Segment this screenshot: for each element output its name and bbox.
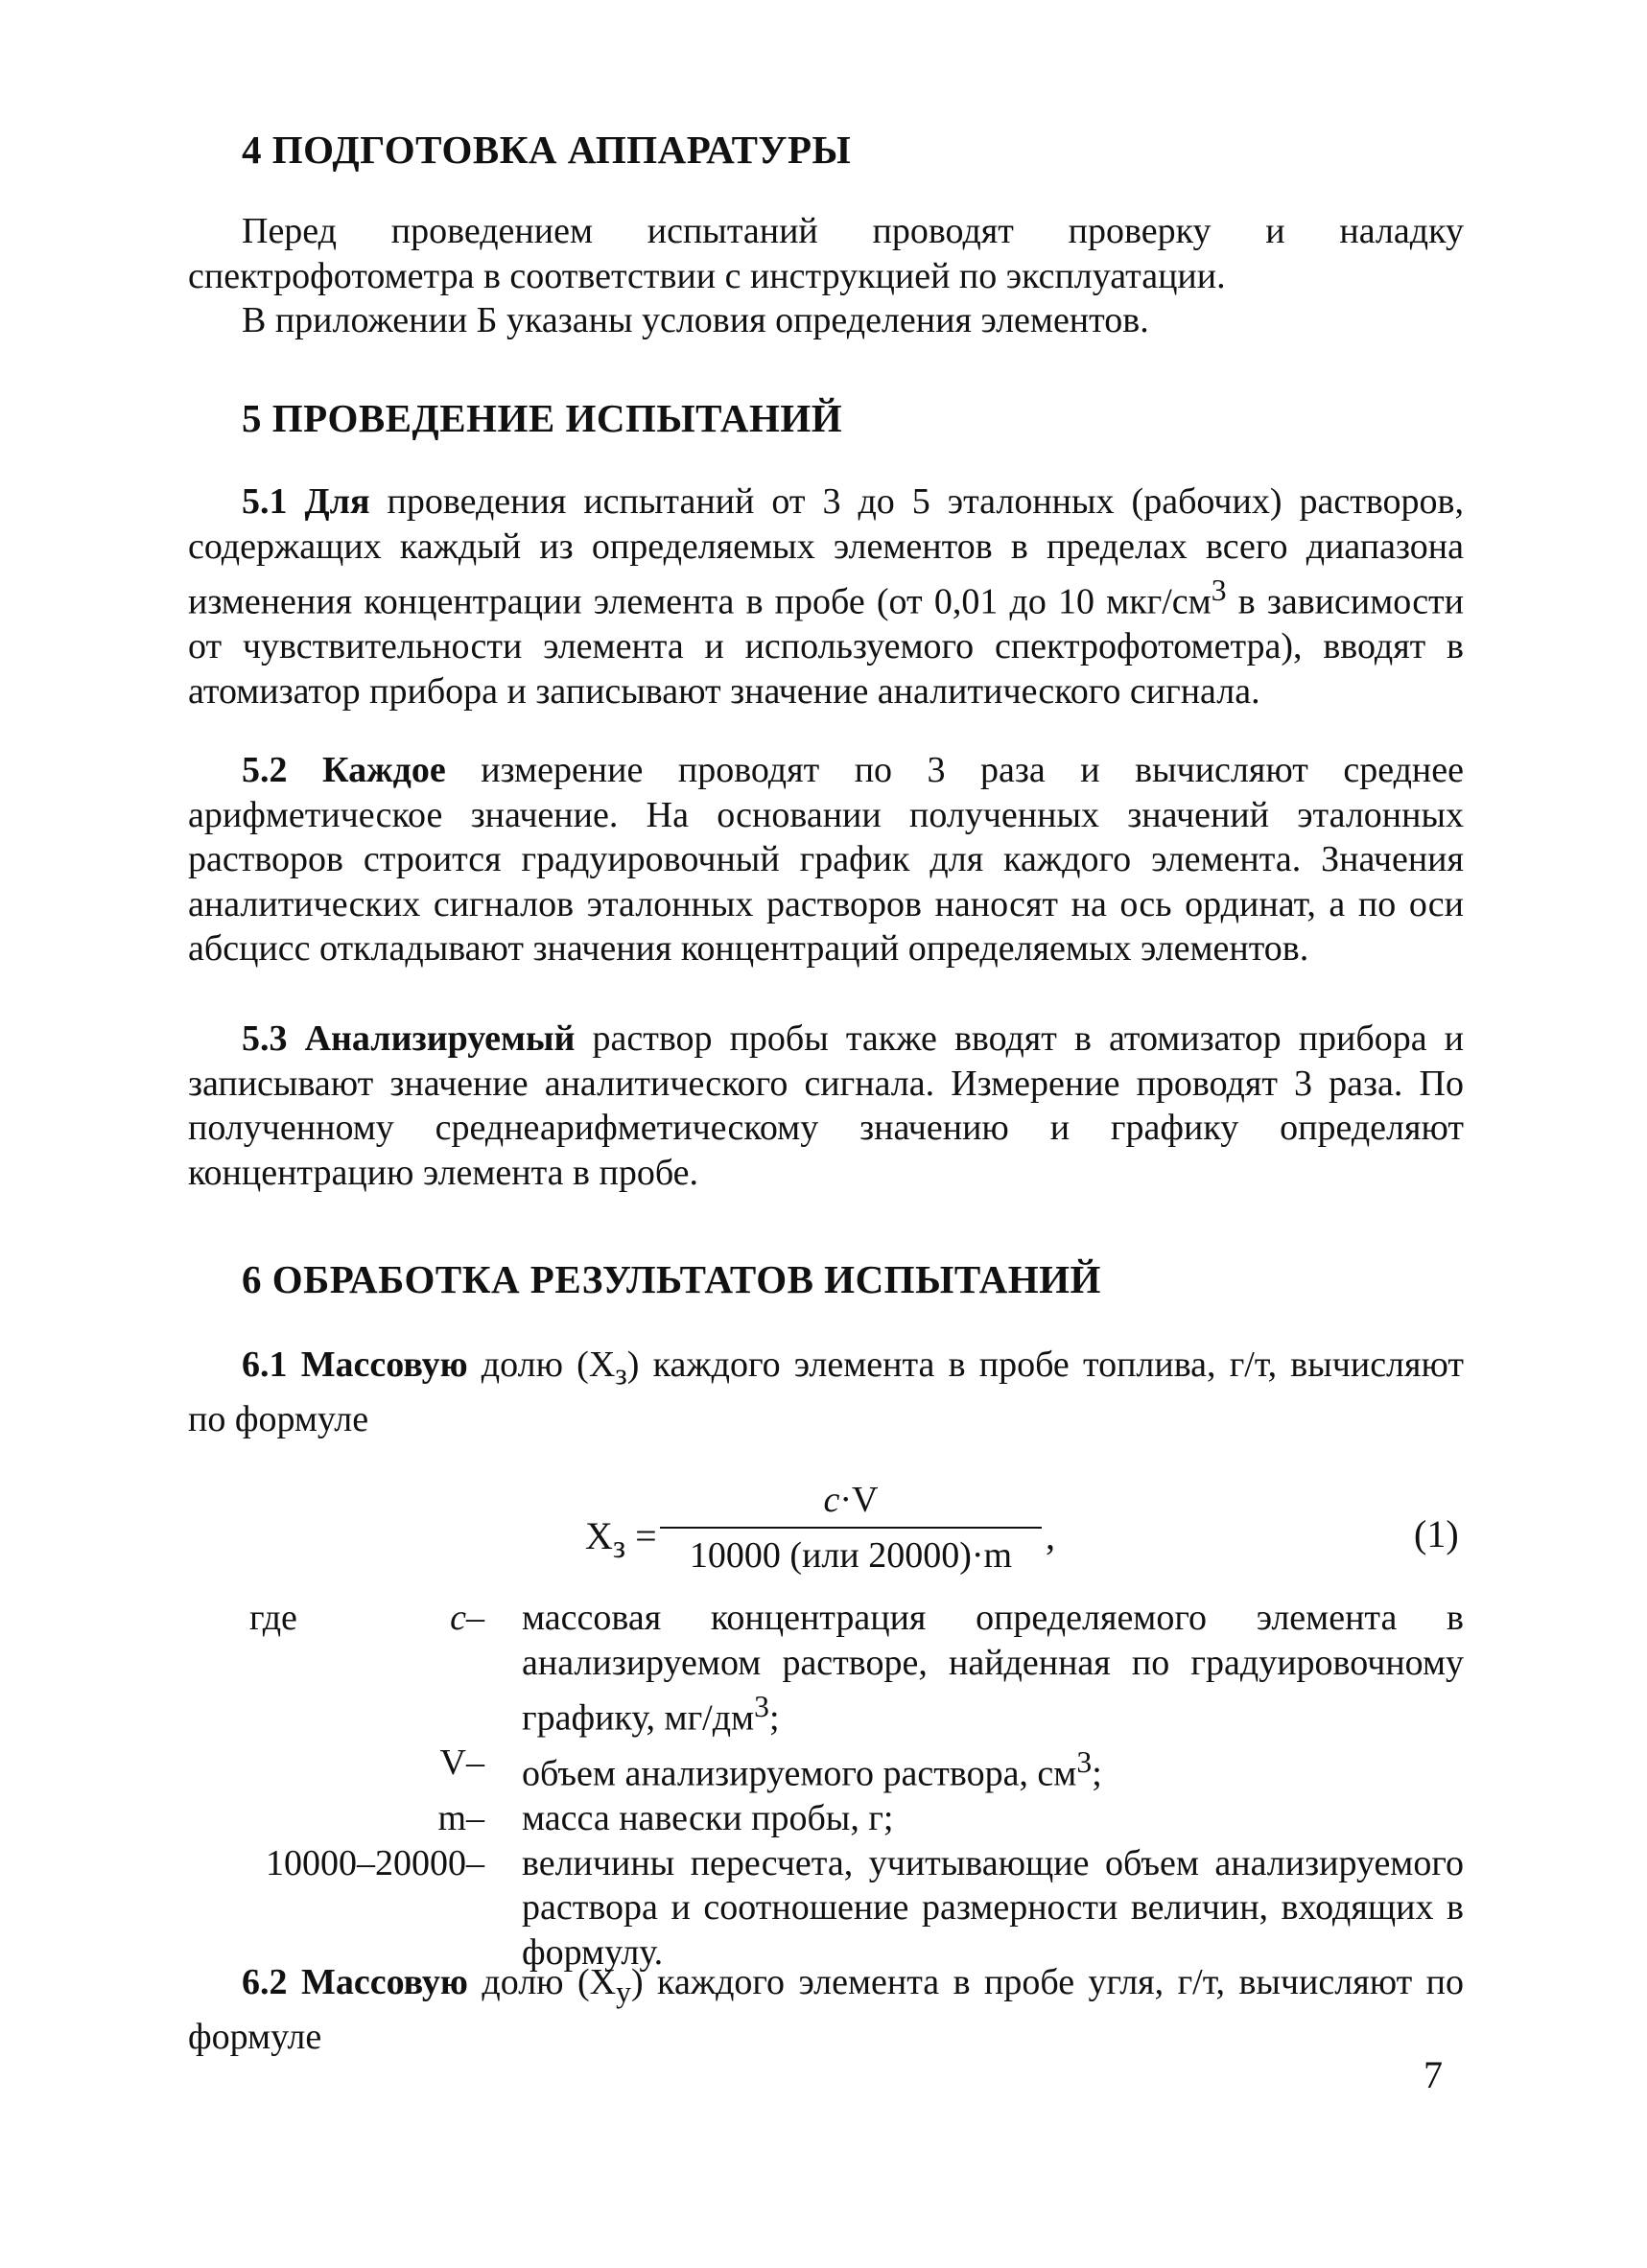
- page-number: 7: [1423, 2053, 1443, 2096]
- definition-dash: –: [466, 1842, 484, 1883]
- definition-c-end: ;: [768, 1697, 780, 1739]
- clause-5-1-superscript: 3: [1211, 573, 1227, 607]
- clause-5-2: [188, 748, 1464, 971]
- definition-factor: [0, 1841, 1647, 1976]
- clause-5-2-text: измерение проводят по 3 раза и вычисляют среднее арифметическое значение. На основании полученных значений эталонных растворов строится градуировочный график для каждого элемента. Значения аналитических сигналов эталонных растворов наносят на ось ординат, а по оси абсцисс откладывают значения концентраций определяемых элементов.: [188, 750, 1465, 969]
- clause-6-2-tail: ) каждого элемента в пробе угля, г/т, вычисляют по формуле: [188, 1962, 1464, 2058]
- formula-1: [0, 1477, 1647, 1582]
- definition-v-text: объем анализируемого раствора, см: [522, 1753, 1077, 1794]
- definition-c: [0, 1596, 1647, 1741]
- definition-factor-text: величины пересчета, учитывающие объем анализируемого раствора и соотношение размерности величин, входящих в формулу.: [522, 1842, 1464, 1973]
- clause-6-2-text: долю (X: [467, 1962, 617, 2002]
- section-4-paragraph-2: [188, 298, 1464, 343]
- clause-5-3: [188, 1017, 1464, 1195]
- formula-lhs-var: X: [585, 1514, 613, 1557]
- section-4-paragraph-1-text: Перед проведением испытаний проводят проверку и наладку спектрофотометра в соответствии с инструкцией по эксплуатации.: [188, 211, 1464, 296]
- formula-numerator-c: c: [823, 1480, 840, 1520]
- clause-6-2: [188, 1960, 1464, 2060]
- clause-6-1-text: долю (X: [467, 1344, 616, 1385]
- formula-lhs: [585, 1513, 657, 1566]
- definition-text: [466, 1741, 1464, 1796]
- clause-5-3-number: 5.3: [242, 1018, 288, 1059]
- formula-numerator: [660, 1477, 1042, 1523]
- definition-m-symbol: m: [437, 1798, 466, 1839]
- clause-5-1-tail: в зависимости от чувствительности элемента и используемого спектрофотометра), вводят в атомизатор прибора и записывают значение аналитического сигнала.: [188, 581, 1465, 712]
- clause-6-2-subscript: у: [616, 1975, 631, 2009]
- section-4-paragraph-1: [188, 209, 1464, 298]
- definition-v-superscript: 3: [1076, 1745, 1093, 1780]
- formula-denominator: 10000 (или 20000)·m: [689, 1535, 1013, 1576]
- formula-equals: =: [635, 1514, 657, 1557]
- clause-6-1-subscript: з: [615, 1357, 627, 1391]
- definition-m: [0, 1796, 1647, 1841]
- definition-factor-symbol: 10000–20000: [266, 1842, 466, 1883]
- clause-5-3-text: раствор пробы также вводят в атомизатор прибора и записывают значение аналитического сигнала. Измерение проводят 3 раза. По полученному среднеарифметическому значению и графику определяют концентрацию элемента в пробе.: [188, 1018, 1464, 1193]
- definition-dash: –: [466, 1798, 484, 1839]
- definition-v-symbol: V: [439, 1742, 466, 1784]
- clause-5-1-text: проведения испытаний от 3 до 5 эталонных (рабочих) растворов, содержащих каждый из определяемых элементов в пределах всего диапазона изменения концентрации элемента в пробе (от 0,01 до 10 мкг/см: [188, 481, 1464, 622]
- definition-c-symbol: c: [450, 1598, 466, 1638]
- definition-v-end: ;: [1092, 1753, 1102, 1794]
- section-6-heading: 6 ОБРАБОТКА РЕЗУЛЬТАТОВ ИСПЫТАНИЙ: [242, 1257, 1101, 1301]
- clause-6-2-number: 6.2: [242, 1962, 288, 2002]
- clause-6-1-tail: ) каждого элемента в пробе топлива, г/т, вычисляют по формуле: [188, 1344, 1464, 1440]
- definition-c-superscript: 3: [754, 1690, 769, 1723]
- formula-numerator-rest: ·V: [839, 1480, 879, 1520]
- formula-definitions: [0, 1596, 1647, 1975]
- section-4-heading: 4 ПОДГОТОВКА АППАРАТУРЫ: [242, 128, 852, 172]
- formula-equation-number: (1): [1414, 1512, 1459, 1555]
- definition-dash: –: [466, 1742, 484, 1784]
- clause-5-1: [188, 479, 1464, 713]
- formula-fraction: [660, 1477, 1042, 1578]
- clause-5-1-lead: Для: [304, 481, 370, 522]
- clause-6-1-lead: Массовую: [300, 1344, 468, 1385]
- clause-5-2-lead: Каждое: [322, 750, 446, 790]
- definition-c-text: массовая концентрация определяемого элемента в анализируемом растворе, найденная по градуировочному графику, мг/дм: [522, 1598, 1464, 1739]
- clause-6-1: [188, 1343, 1464, 1442]
- definitions-where-label: где: [249, 1598, 297, 1638]
- definition-text: [466, 1841, 1464, 1976]
- formula-fraction-bar: [660, 1527, 1042, 1529]
- section-5-heading: 5 ПРОВЕДЕНИЕ ИСПЫТАНИЙ: [242, 396, 843, 440]
- definition-v: [0, 1741, 1647, 1796]
- definition-m-text: масса навески пробы, г;: [522, 1798, 894, 1839]
- clause-5-1-number: 5.1: [242, 481, 288, 522]
- clause-6-2-lead: Массовую: [300, 1962, 468, 2002]
- formula-comma: ,: [1046, 1514, 1055, 1557]
- clause-5-2-number: 5.2: [242, 750, 288, 790]
- definition-symbol: [450, 1596, 466, 1641]
- clause-6-1-number: 6.1: [242, 1344, 288, 1385]
- definition-text: [466, 1796, 1464, 1841]
- formula-lhs-subscript: з: [612, 1530, 626, 1565]
- definition-text: [466, 1596, 1464, 1741]
- clause-5-3-lead: Анализируемый: [304, 1018, 576, 1059]
- definition-dash: –: [466, 1598, 484, 1638]
- section-4-paragraph-2-text: В приложении Б указаны условия определения элементов.: [242, 300, 1149, 340]
